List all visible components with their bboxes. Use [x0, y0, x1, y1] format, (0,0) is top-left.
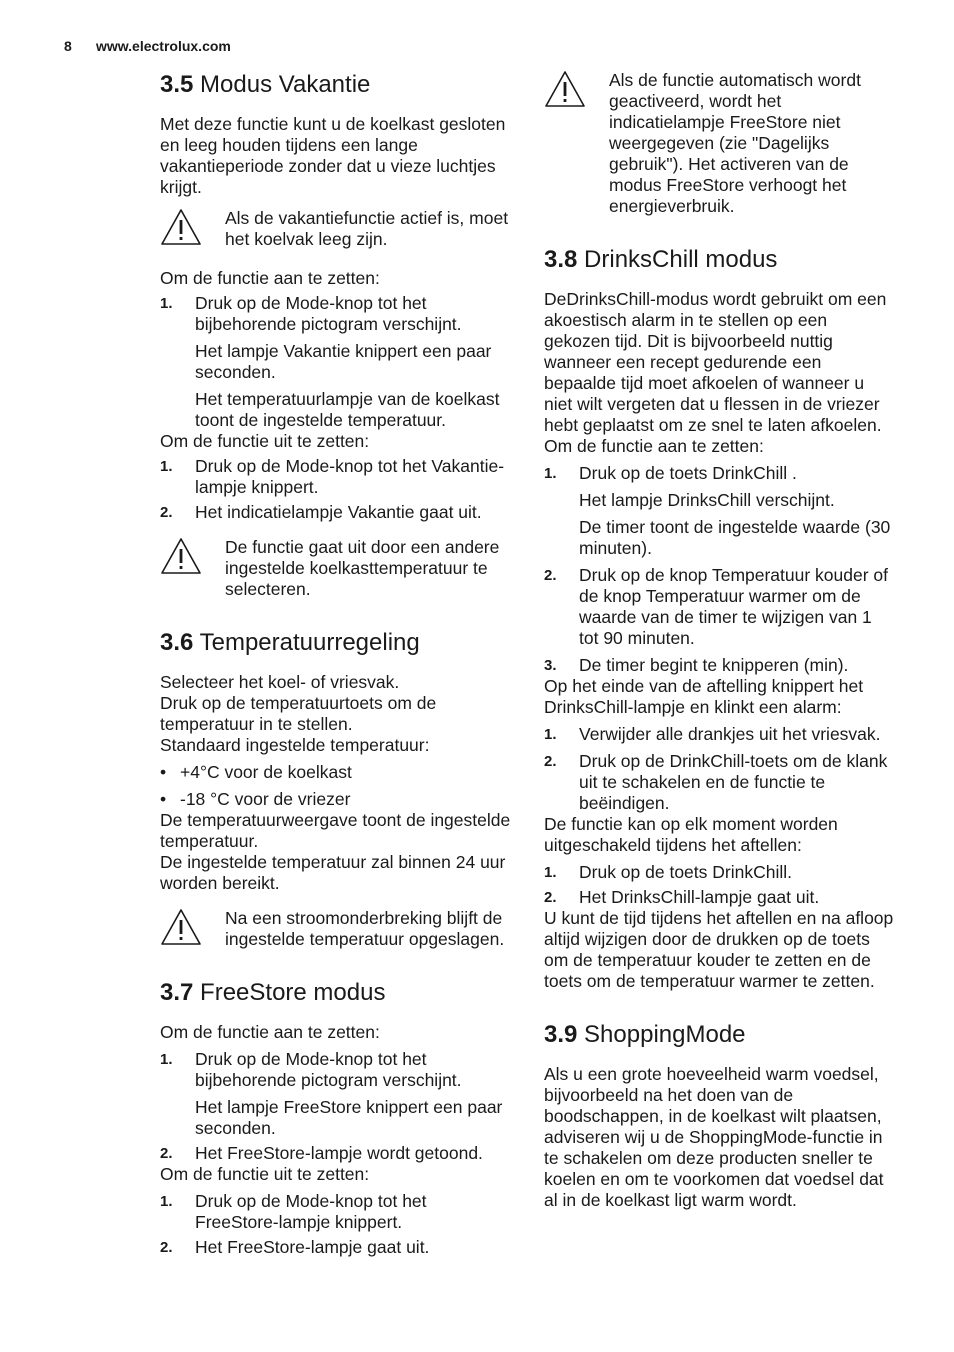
site-url[interactable]: www.electrolux.com [96, 38, 231, 54]
list-item: 1. Druk op de Mode-knop tot het Vakantie-lampje knippert. [160, 456, 505, 497]
left-column [160, 70, 512, 1258]
warning-icon [160, 908, 202, 946]
list-subtext: Het lampje Vakantie knippert een paar seconden. [195, 341, 492, 382]
paragraph: U kunt de tijd tijdens het aftellen en na afloop altijd wijzigen door de drukken op de toets om de temperatuur kouder te zetten en de toets om de temperatuur warmer te zetten. [544, 908, 894, 991]
paragraph: DeDrinksChill-modus wordt gebruikt om een akoestisch alarm in te stellen op een gekozen tijd. Dit is bijvoorbeeld nuttig wanneer een recept gedurende een bepaalde tijd moet afkoelen of wanneer u niet wilt vergeten dat u flessen in de vriezer hebt geplaatst om ze snel te laten afkoelen. [544, 289, 887, 435]
list-item: 3. De timer begint te knipperen (min). [544, 655, 849, 675]
section-heading-3-9: 3.9 ShoppingMode [544, 1021, 746, 1048]
paragraph: De functie kan op elk moment worden uitgeschakeld tijdens het aftellen: [544, 814, 838, 855]
list-item: 2. Het FreeStore-lampje gaat uit. [160, 1237, 430, 1257]
warning-note: Als de functie automatisch wordt geactiveerd, wordt het indicatielampje FreeStore niet weergegeven (zie "Dagelijks gebruik"). Het activeren van de modus FreeStore verhoogt het energieverbruik. [544, 70, 896, 217]
warning-note: Na een stroomonderbreking blijft de ingestelde temperatuur opgeslagen. [160, 908, 512, 950]
list-subtext: Het temperatuurlampje van de koelkast toont de ingestelde temperatuur. [195, 389, 500, 430]
section-heading-3-6: 3.6 Temperatuurregeling [160, 629, 420, 656]
page-header [64, 38, 231, 54]
list-subtext: Het lampje DrinksChill verschijnt. [579, 490, 835, 510]
bullet-item: • -18 °C voor de vriezer [160, 789, 351, 809]
paragraph: Om de functie aan te zetten: [160, 268, 380, 288]
warning-icon [160, 208, 202, 246]
list-item: 2. Het DrinksChill-lampje gaat uit. [544, 887, 820, 907]
section-heading-3-5: 3.5 Modus Vakantie [160, 71, 371, 98]
list-subtext: Het lampje FreeStore knippert een paar seconden. [195, 1097, 503, 1138]
section-heading-3-7: 3.7 FreeStore modus [160, 979, 386, 1006]
paragraph: Om de functie aan te zetten: [544, 436, 764, 456]
paragraph: De temperatuurweergave toont de ingestelde temperatuur. [160, 810, 511, 851]
bullet-item: • +4°C voor de koelkast [160, 762, 352, 782]
right-column [544, 70, 896, 1211]
warning-icon [160, 537, 202, 575]
list-subtext: De timer toont de ingestelde waarde (30 minuten). [579, 517, 891, 558]
section-heading-3-8: 3.8 DrinksChill modus [544, 246, 778, 273]
paragraph: Standaard ingestelde temperatuur: [160, 735, 430, 755]
warning-note: Als de vakantiefunctie actief is, moet het koelvak leeg zijn. [160, 208, 512, 250]
warning-note: De functie gaat uit door een andere ingestelde koelkasttemperatuur te selecteren. [160, 537, 512, 600]
paragraph: Op het einde van de aftelling knippert het DrinksChill-lampje en klinkt een alarm: [544, 676, 864, 717]
list-item: 1. Druk op de toets DrinkChill . [544, 463, 797, 483]
paragraph: Druk op de temperatuurtoets om de temperatuur in te stellen. [160, 693, 437, 734]
page-number: 8 [64, 38, 72, 54]
paragraph: Selecteer het koel- of vriesvak. [160, 672, 400, 692]
list-item: 2. Druk op de DrinkChill-toets om de klank uit te schakelen en de functie te beëindigen. [544, 751, 888, 813]
list-item: 1. Druk op de Mode-knop tot het bijbehorende pictogram verschijnt. [160, 293, 462, 334]
paragraph: De ingestelde temperatuur zal binnen 24 uur worden bereikt. [160, 852, 506, 893]
paragraph: Met deze functie kunt u de koelkast gesloten en leeg houden tijdens een lange vakantieperiode zonder dat u vieze luchtjes krijgt. [160, 114, 506, 197]
list-item: 2. Het FreeStore-lampje wordt getoond. [160, 1143, 483, 1163]
paragraph: Om de functie uit te zetten: [160, 1164, 370, 1184]
paragraph: Als u een grote hoeveelheid warm voedsel, bijvoorbeeld na het doen van de boodschappen, in de koelkast wilt plaatsen, adviseren wij u de ShoppingMode-functie in te schakelen om deze producten sneller te koelen en om te voorkomen dat voedsel dat al in de koelkast ligt warm wordt. [544, 1064, 884, 1210]
warning-icon [544, 70, 586, 108]
list-item: 1. Druk op de Mode-knop tot het FreeStore-lampje knippert. [160, 1191, 427, 1232]
paragraph: Om de functie uit te zetten: [160, 431, 370, 451]
list-item: 2. Druk op de knop Temperatuur kouder of de knop Temperatuur warmer om de waarde van de timer te wijzigen van 1 tot 90 minuten. [544, 565, 889, 648]
list-item: 1. Druk op de Mode-knop tot het bijbehorende pictogram verschijnt. [160, 1049, 462, 1090]
paragraph: Om de functie aan te zetten: [160, 1022, 380, 1042]
list-item: 1. Verwijder alle drankjes uit het vriesvak. [544, 724, 881, 744]
list-item: 2. Het indicatielampje Vakantie gaat uit. [160, 502, 482, 522]
list-item: 1. Druk op de toets DrinkChill. [544, 862, 792, 882]
